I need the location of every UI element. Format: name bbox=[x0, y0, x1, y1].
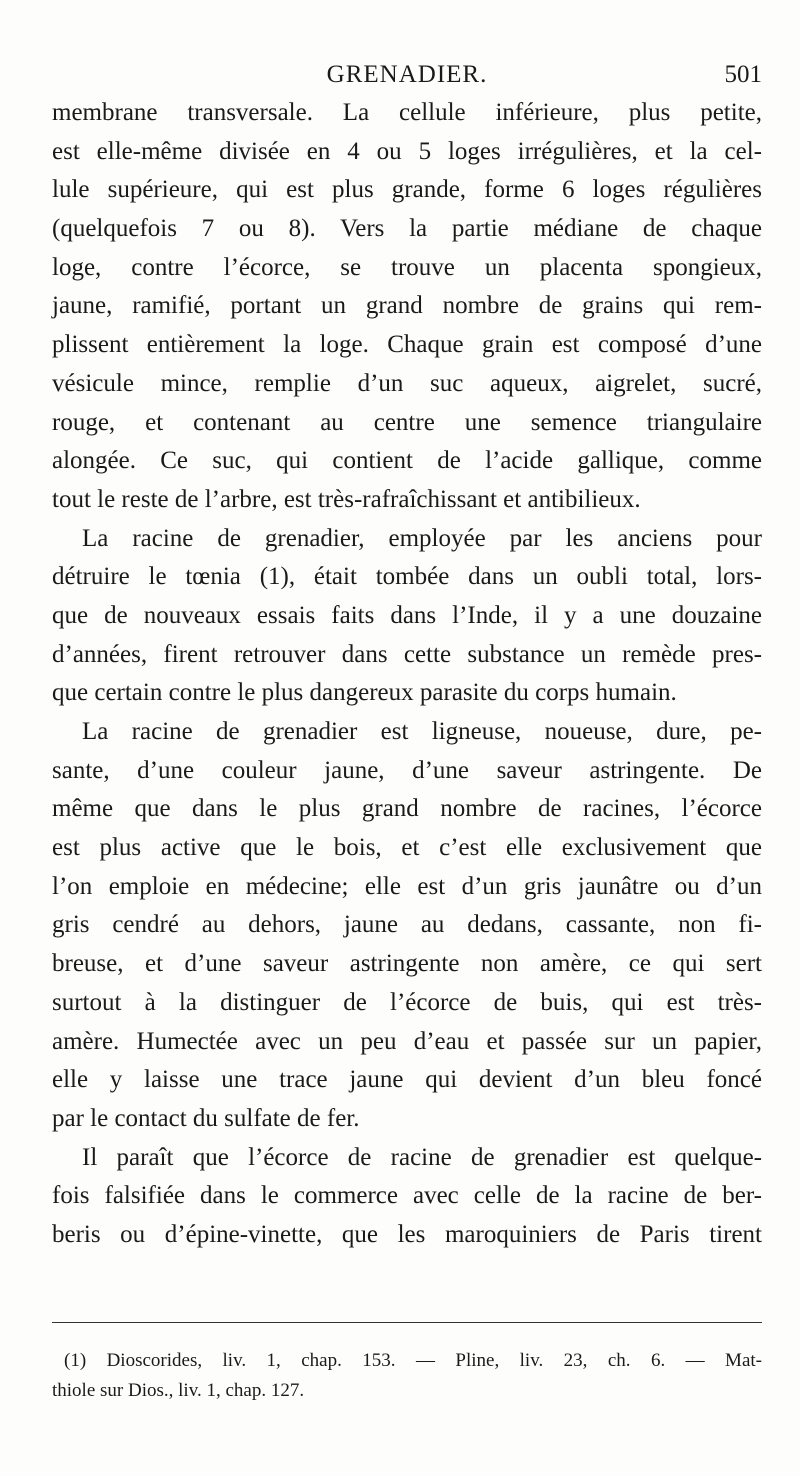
text-line: que de nouveaux essais faits dans l’Inde, il y a une douzaine bbox=[52, 601, 762, 629]
text-line: vésicule mince, remplie d’un suc aqueux, aigrelet, sucré, bbox=[52, 369, 762, 397]
text-line: l’on emploie en médecine; elle est d’un gris jaunâtre ou d’un bbox=[52, 872, 762, 900]
running-title: GRENADIER. bbox=[326, 61, 488, 88]
paragraph-start-line: La racine de grenadier, employée par les anciens pour bbox=[82, 524, 762, 552]
text-line: sante, d’une couleur jaune, d’une saveur astringente. De bbox=[52, 756, 762, 784]
text-line: même que dans le plus grand nombre de racines, l’écorce bbox=[52, 795, 762, 823]
text-line: (quelquefois 7 ou 8). Vers la partie médiane de chaque bbox=[52, 215, 762, 243]
text-line: alongée. Ce suc, qui contient de l’acide gallique, comme bbox=[52, 447, 762, 475]
footnote-line: thiole sur Dios., liv. 1, chap. 127. bbox=[52, 1380, 305, 1401]
text-line: elle y laisse une trace jaune qui devient d’un bleu foncé bbox=[52, 1066, 762, 1094]
text-line: membrane transversale. La cellule inférieure, plus petite, bbox=[52, 99, 762, 126]
text-line: fois falsifiée dans le commerce avec celle de la racine de ber- bbox=[52, 1182, 762, 1210]
text-line: surtout à la distinguer de l’écorce de buis, qui est très- bbox=[52, 988, 762, 1016]
text-line: détruire le tœnia (1), était tombée dans un oubli total, lors- bbox=[52, 563, 762, 591]
text-line: lule supérieure, qui est plus grande, forme 6 loges régulières bbox=[52, 176, 762, 204]
paragraph-start-line: La racine de grenadier est ligneuse, noueuse, dure, pe- bbox=[82, 718, 762, 745]
text-line: rouge, et contenant au centre une semence triangulaire bbox=[52, 408, 762, 436]
footnote-divider bbox=[52, 1322, 762, 1323]
text-line: plissent entièrement la loge. Chaque grain est composé d’une bbox=[52, 331, 762, 359]
text-line: par le contact du sulfate de fer. bbox=[52, 1104, 360, 1132]
body-text bbox=[52, 94, 762, 1255]
text-line: jaune, ramifié, portant un grand nombre de grains qui rem- bbox=[52, 292, 762, 320]
text-line: gris cendré au dehors, jaune au dedans, cassante, non fi- bbox=[52, 911, 762, 939]
text-line: est plus active que le bois, et c’est elle exclusivement que bbox=[52, 834, 762, 862]
paragraph-start-line: Il paraît que l’écorce de racine de grenadier est quelque- bbox=[82, 1143, 762, 1171]
footnotes bbox=[52, 1346, 762, 1406]
text-line: beris ou d’épine-vinette, que les maroquiniers de Paris tirent bbox=[52, 1220, 762, 1248]
text-line: loge, contre l’écorce, se trouve un placenta spongieux, bbox=[52, 253, 762, 281]
text-line: d’années, firent retrouver dans cette substance un remède pres- bbox=[52, 640, 762, 668]
text-line: tout le reste de l’arbre, est très-rafraîchissant et antibilieux. bbox=[52, 485, 641, 513]
page-number: 501 bbox=[724, 61, 762, 88]
text-line: est elle-même divisée en 4 ou 5 loges irrégulières, et la cel- bbox=[52, 137, 762, 165]
text-line: que certain contre le plus dangereux parasite du corps humain. bbox=[52, 679, 677, 707]
text-line: amère. Humectée avec un peu d’eau et passée sur un papier, bbox=[52, 1027, 762, 1055]
footnote-line: (1) Dioscorides, liv. 1, chap. 153. — Pline, liv. 23, ch. 6. — Mat- bbox=[64, 1350, 762, 1371]
text-line: breuse, et d’une saveur astringente non amère, ce qui sert bbox=[52, 950, 762, 978]
running-head bbox=[52, 58, 762, 92]
